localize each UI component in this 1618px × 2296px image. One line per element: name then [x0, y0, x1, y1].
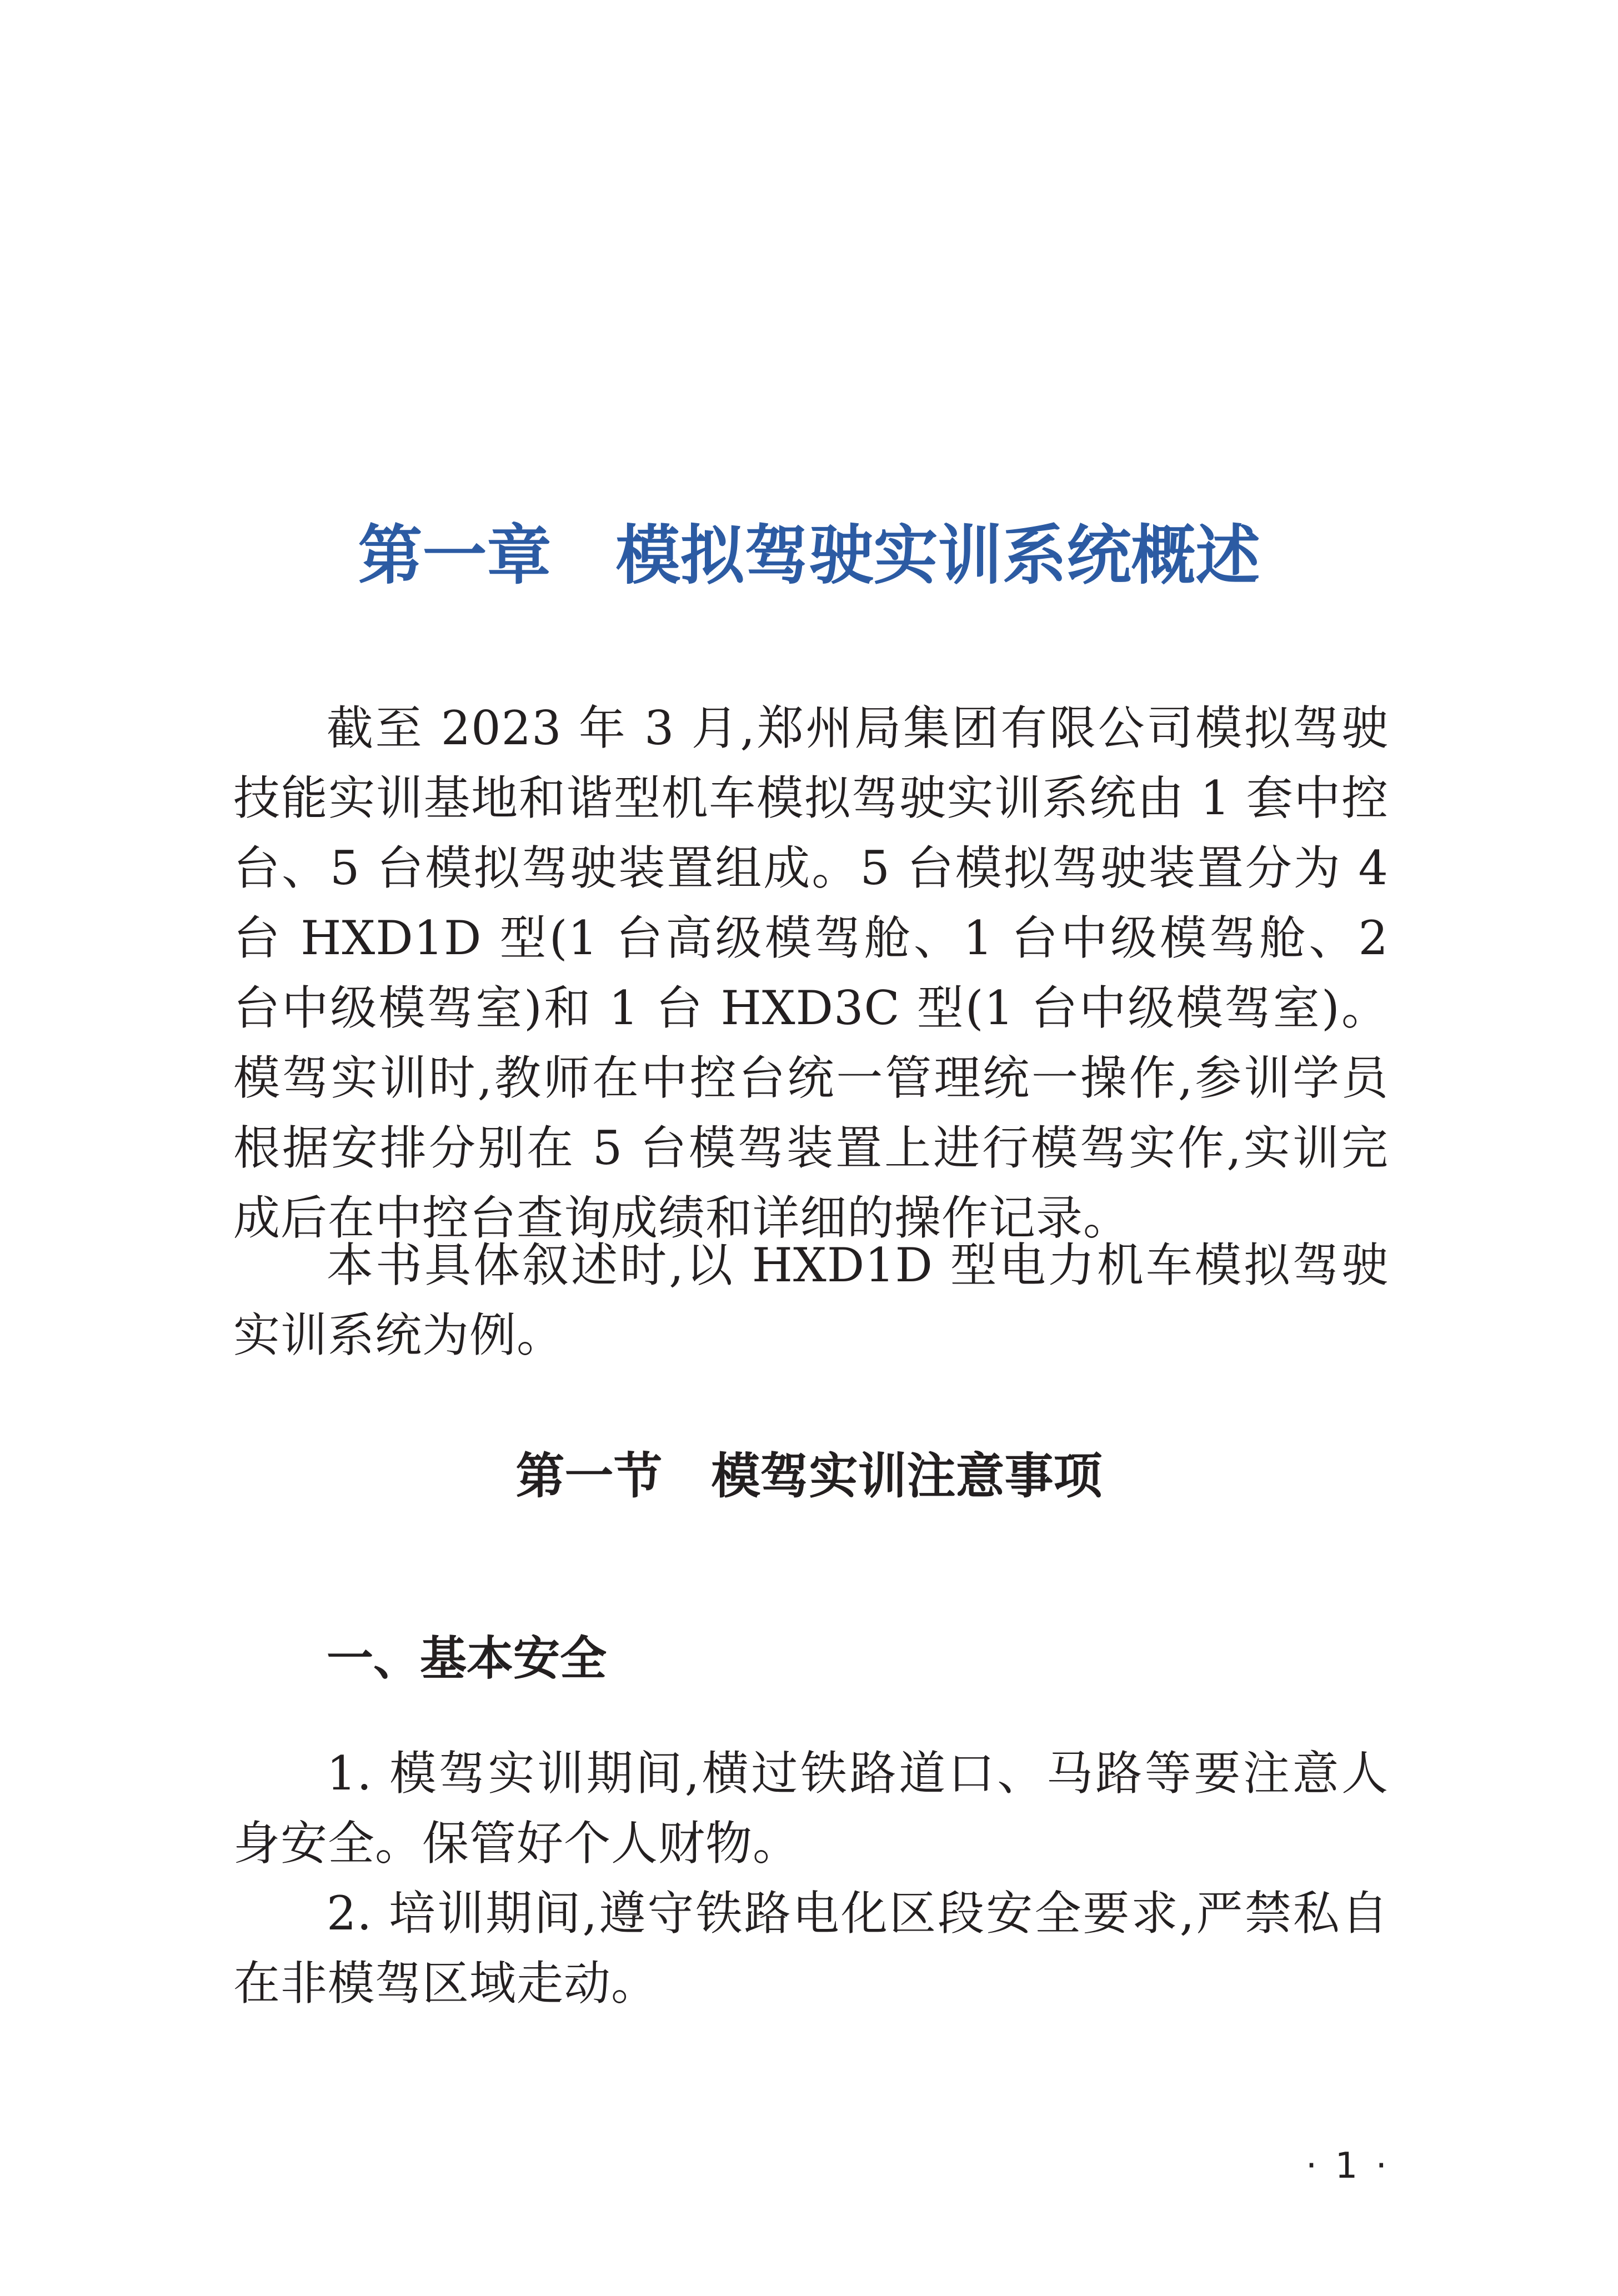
chapter-title: 第一章 模拟驾驶实训系统概述: [358, 518, 1260, 593]
section-title: 第一节 模驾实训注意事项: [515, 1447, 1103, 1505]
intro-paragraph-1: 截至 2023 年 3 月,郑州局集团有限公司模拟驾驶技能实训基地和谐型机车模拟驾驶实训系统由 1 套中控台、5 台模拟驾驶装置组成。5 台模拟驾驶装置分为 4 台 HXD1D 型(1 台高级模驾舱、1 台中级模驾舱、2 台中级模驾室)和 1 台 HXD3C 型(1 台中级模驾室)。模驾实训时,教师在中控台统一管理统一操作,参训学员根据安排分别在 5 台模驾装置上进行模驾实作,实训完成后在中控台查询成绩和详细的操作记录。: [233, 701, 1389, 1245]
list-item: 1. 模驾实训期间,横过铁路道口、马路等要注意人身安全。保管好个人财物。: [233, 1746, 1389, 1871]
list-item: 2. 培训期间,遵守铁路电化区段安全要求,严禁私自在非模驾区域走动。: [233, 1886, 1389, 2011]
intro-paragraph-2: 本书具体叙述时,以 HXD1D 型电力机车模拟驾驶实训系统为例。: [233, 1238, 1389, 1362]
subsection-title: 一、基本安全: [327, 1631, 607, 1686]
page-number: · 1 ·: [1305, 2145, 1390, 2187]
